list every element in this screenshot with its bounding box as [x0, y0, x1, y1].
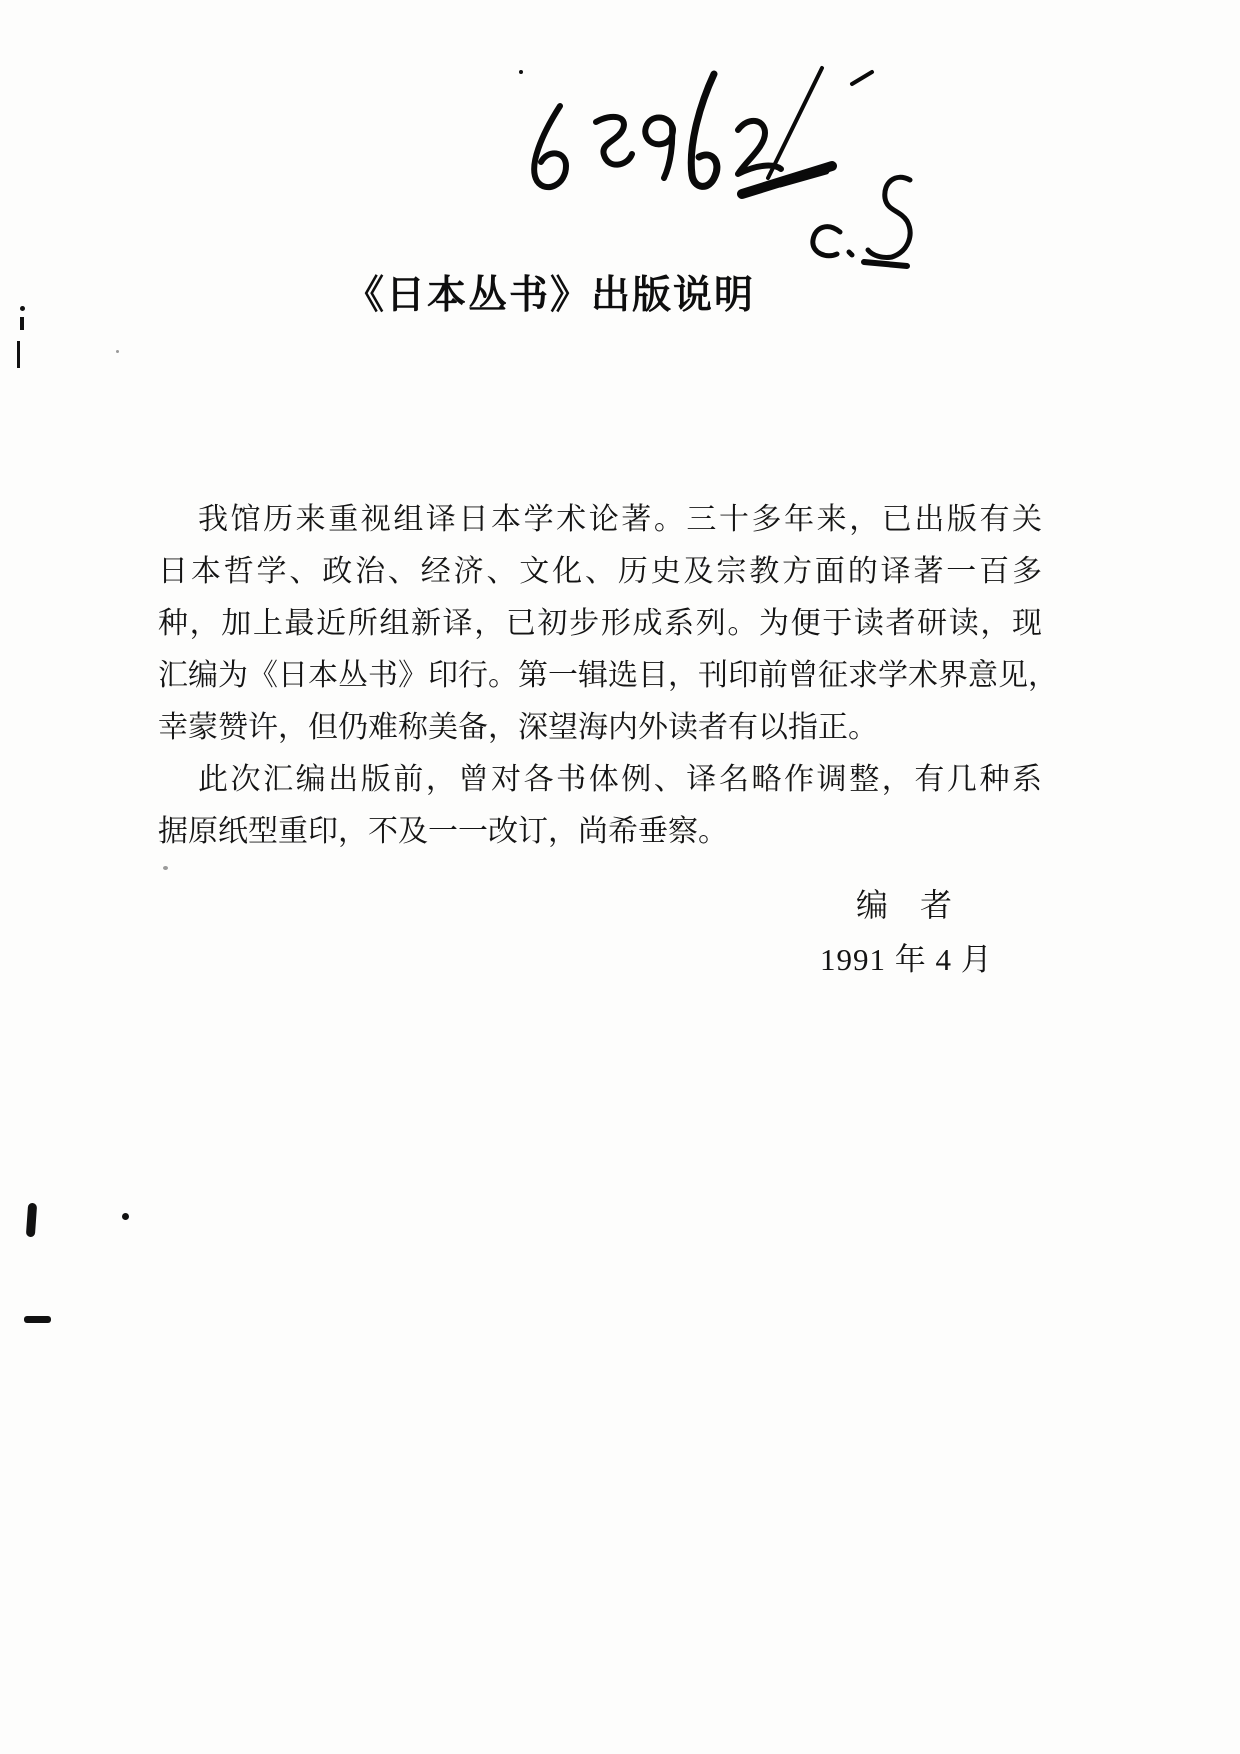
scan-speck — [26, 1203, 37, 1238]
body-line: 我馆历来重视组译日本学术论著。三十多年来，已出版有关 — [198, 503, 1042, 536]
body-text — [158, 494, 1058, 858]
body-line: 种，加上最近所组新译，已初步形成系列。为便于读者研读，现 — [158, 607, 1042, 640]
scan-speck — [116, 350, 119, 353]
body-line: 幸蒙赞许，但仍难称美备，深望海内外读者有以指正。 — [158, 711, 878, 744]
body-line: 此次汇编出版前，曾对各书体例、译名略作调整，有几种系 — [198, 763, 1042, 796]
scan-speck — [20, 306, 25, 311]
scan-speck — [20, 317, 24, 330]
scan-speck — [122, 1213, 129, 1220]
page-title: 《日本丛书》出版说明 — [344, 274, 755, 317]
handwritten-call-number — [480, 58, 950, 278]
body-line: 汇编为《日本丛书》印行。第一辑选目，刊印前曾征求学术界意见， — [158, 659, 1058, 692]
scan-speck — [163, 866, 168, 870]
body-line: 日本哲学、政治、经济、文化、历史及宗教方面的译著一百多 — [158, 555, 1042, 588]
scan-speck — [519, 70, 523, 74]
body-line: 据原纸型重印，不及一一改订，尚希垂察。 — [158, 815, 728, 848]
editor-signature: 编 者 — [856, 887, 953, 923]
scan-speck — [17, 341, 20, 368]
publication-date: 1991 年 4 月 — [820, 942, 993, 977]
scan-speck — [24, 1316, 51, 1323]
